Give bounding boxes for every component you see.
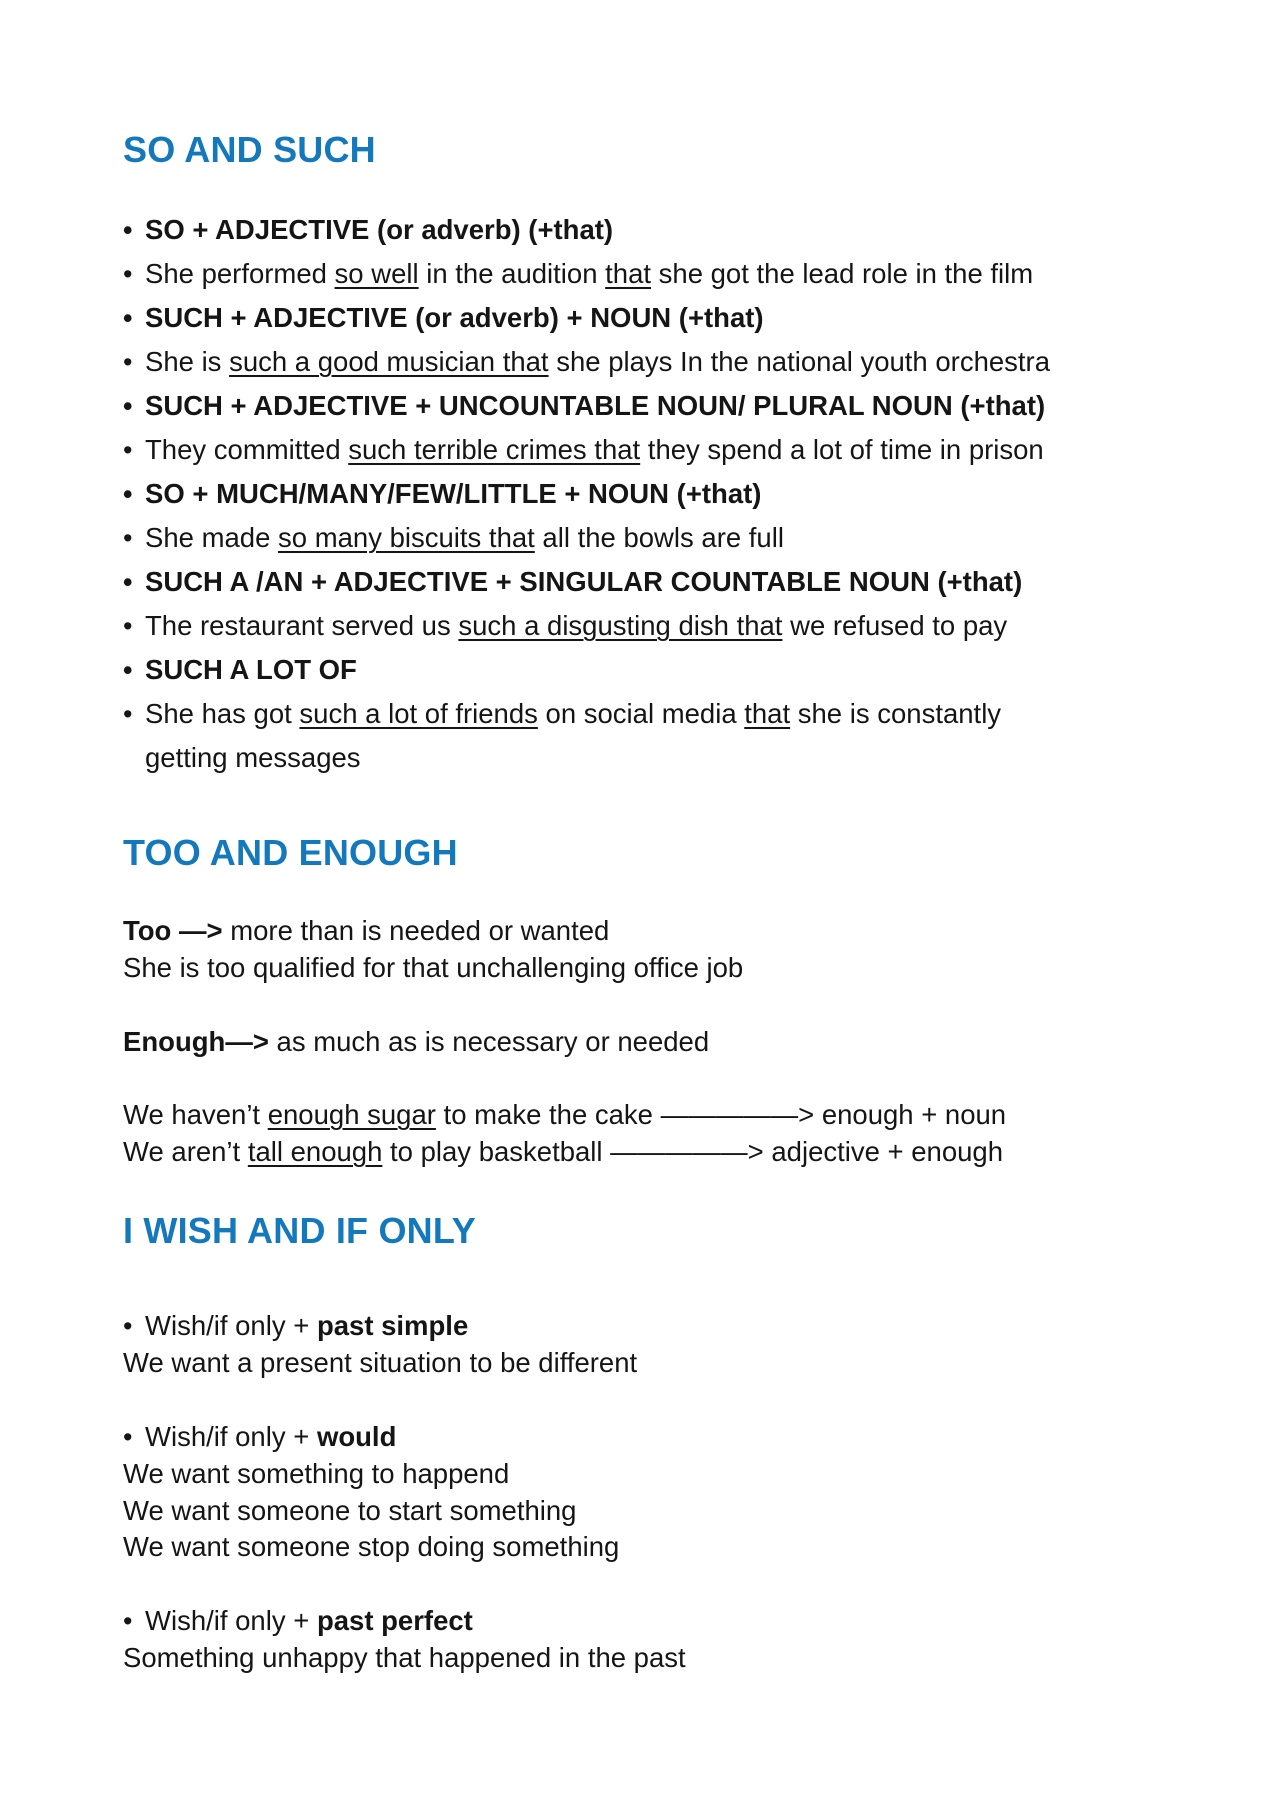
section-heading-wish: I WISH AND IF ONLY (123, 1210, 476, 1251)
wish-would-use: We want someone stop doing something (123, 1531, 620, 1562)
enough-noun-example: We haven’t enough sugar to make the cake —————> enough + noun (123, 1099, 1007, 1130)
rule-line: SO + ADJECTIVE (or adverb) (+that) (145, 214, 614, 245)
bullet-icon: • (123, 1311, 133, 1341)
enough-definition: Enough—> as much as is necessary or needed (123, 1026, 710, 1057)
rule-line: SUCH + ADJECTIVE + UNCOUNTABLE NOUN/ PLURAL NOUN (+that) (145, 390, 1046, 421)
bullet-icon: • (123, 303, 133, 333)
wish-past-simple-use: We want a present situation to be different (123, 1347, 638, 1378)
bullet-icon: • (123, 1422, 133, 1452)
section-heading-too-and-enough: TOO AND ENOUGH (123, 832, 458, 873)
bullet-icon: • (123, 435, 133, 465)
section-heading-so-and-such: SO AND SUCH (123, 129, 376, 170)
bullet-icon: • (123, 1606, 133, 1636)
bullet-icon: • (123, 479, 133, 509)
rule-line: SUCH A LOT OF (145, 654, 357, 685)
enough-adjective-example: We aren’t tall enough to play basketball —————> adjective + enough (123, 1136, 1004, 1167)
rule-line: SUCH + ADJECTIVE (or adverb) + NOUN (+that) (145, 302, 764, 333)
bullet-icon: • (123, 347, 133, 377)
bullet-icon: • (123, 523, 133, 553)
wish-past-perfect-rule: Wish/if only + past perfect (145, 1605, 473, 1636)
bullet-icon: • (123, 655, 133, 685)
example-line: The restaurant served us such a disgusting dish that we refused to pay (145, 610, 1008, 641)
wish-would-use: We want someone to start something (123, 1495, 577, 1526)
wish-past-simple-rule: Wish/if only + past simple (145, 1310, 469, 1341)
bullet-icon: • (123, 259, 133, 289)
bullet-icon: • (123, 699, 133, 729)
example-line: She is such a good musician that she plays In the national youth orchestra (145, 346, 1050, 377)
too-definition: Too —> more than is needed or wanted (123, 915, 610, 946)
example-line-continued: getting messages (145, 742, 361, 773)
example-line: She performed so well in the audition that she got the lead role in the film (145, 258, 1034, 289)
example-line: She made so many biscuits that all the bowls are full (145, 522, 784, 553)
wish-would-use: We want something to happend (123, 1458, 510, 1489)
bullet-icon: • (123, 215, 133, 245)
rule-line: SUCH A /AN + ADJECTIVE + SINGULAR COUNTABLE NOUN (+that) (145, 566, 1023, 597)
example-line: They committed such terrible crimes that they spend a lot of time in prison (145, 434, 1044, 465)
wish-would-rule: Wish/if only + would (145, 1421, 397, 1452)
wish-past-perfect-use: Something unhappy that happened in the past (123, 1642, 686, 1673)
example-line: She has got such a lot of friends on social media that she is constantly (145, 698, 1002, 729)
rule-line: SO + MUCH/MANY/FEW/LITTLE + NOUN (+that) (145, 478, 762, 509)
too-example: She is too qualified for that unchallenging office job (123, 952, 744, 983)
bullet-icon: • (123, 391, 133, 421)
bullet-icon: • (123, 567, 133, 597)
bullet-icon: • (123, 611, 133, 641)
